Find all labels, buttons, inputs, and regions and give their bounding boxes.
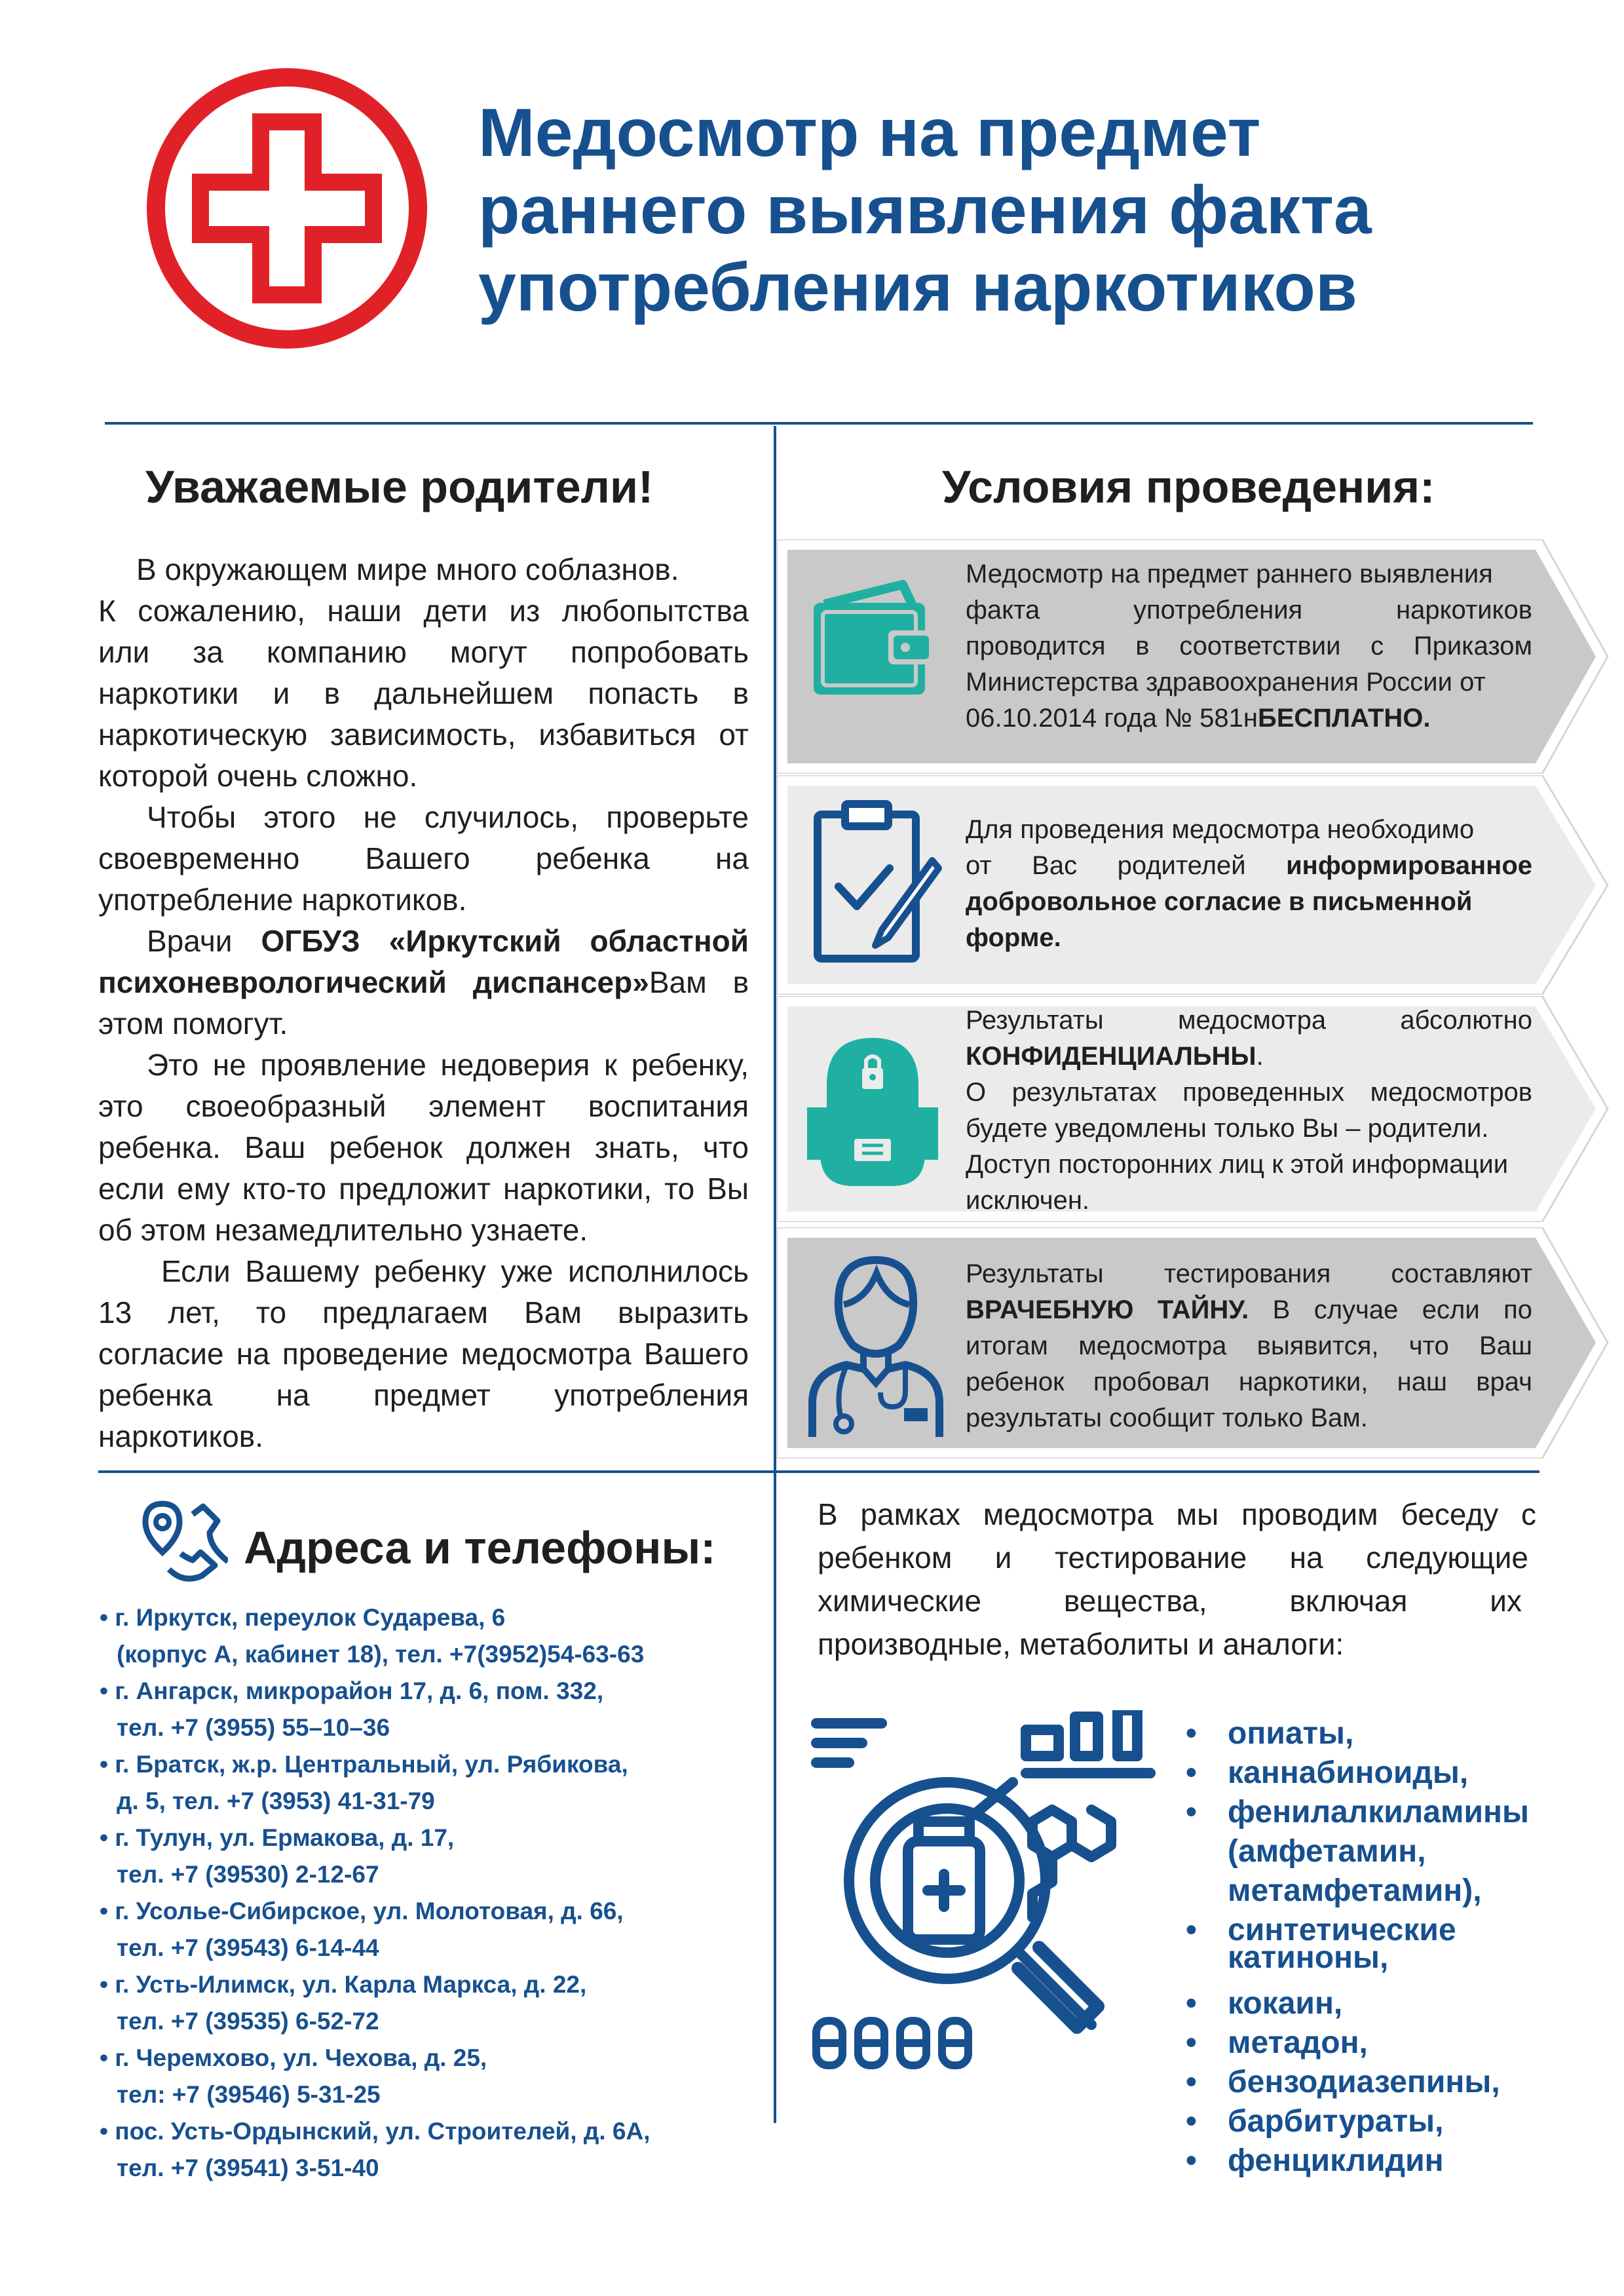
parents-line: ребенка на предмет употребления [98,1378,749,1412]
substance-item: опиаты, [1228,1716,1354,1751]
title-line: Медосмотр на предмет [478,95,1261,171]
intro-line: химические вещества, включая их [818,1584,1522,1618]
condition-card [777,539,1614,774]
address-line: • г. Усть-Илимск, ул. Карла Маркса, д. 22, [100,1971,587,1998]
clipboard-check-icon [804,795,949,972]
condition-line [966,920,1532,956]
medical-secret-label: ВРАЧЕБНУЮ ТАЙНУ. [966,1295,1249,1324]
substance-item: синтетические [1228,1913,1456,1947]
substance-item: фенилалкиламины [1228,1795,1529,1829]
parents-line [147,921,749,962]
address-line: тел: +7 (39546) 5-31-25 [117,2081,381,2108]
substance-item: • [1186,1716,1197,1751]
parents-line: В окружающем мире много соблазнов. [136,552,679,586]
clinic-name: ОГБУЗ «Иркутский областной [261,924,749,958]
substance-item: метадон, [1228,2025,1368,2060]
address-line: тел. +7 (39530) 2-12-67 [117,1861,379,1888]
condition-line: Министерства здравоохранения России от [966,668,1486,697]
condition-line: проводится в соответствии с Приказом [966,632,1532,660]
consent-emphasis: добровольное согласие в письменной [966,887,1473,916]
parents-line: своевременно Вашего ребенка на [98,841,749,875]
text-run: В случае если по [1249,1295,1532,1324]
substance-item: бензодиазепины, [1228,2065,1500,2099]
parents-line: наркотиков. [98,1419,263,1453]
address-line: • г. Иркутск, переулок Сударева, 6 [100,1604,506,1631]
text-run: . [1256,1042,1264,1071]
address-line: • г. Усолье-Сибирское, ул. Молотовая, д. 66, [100,1898,624,1924]
free-label: БЕСПЛАТНО. [1257,704,1431,733]
substance-item: • [1186,2104,1197,2139]
substance-item: • [1186,1913,1197,1947]
middle-divider [98,1470,1539,1473]
clinic-name: психоневрологический диспансер» [98,965,649,999]
lab-analysis-icon [810,1710,1163,2077]
condition-line [966,884,1532,920]
condition-card [777,775,1614,995]
condition-line: Результаты медосмотра абсолютно [966,1006,1532,1035]
condition-text [966,556,1532,753]
parents-heading: Уважаемые родители! [145,461,654,512]
parents-line [98,962,749,1003]
column-divider [774,426,776,2123]
address-line: • г. Ангарск, микрорайон 17, д. 6, пом. 332, [100,1677,604,1704]
parents-line: если ему кто-то предложит наркотики, то Вы [98,1172,749,1206]
parents-line: ребенка. Ваш ребенок должен знать, что [98,1130,749,1164]
address-line: • г. Братск, ж.р. Центральный, ул. Рябикова, [100,1751,628,1778]
substance-item: • [1186,2143,1197,2178]
substance-item: кокаин, [1228,1986,1343,2021]
title-line: употребления наркотиков [478,250,1357,326]
address-line: • г. Тулун, ул. Ермакова, д. 17, [100,1824,455,1851]
text-run: от Вас родителей [966,851,1287,880]
substances-list [1186,1714,1553,2212]
intro-line: производные, метаболиты и аналоги: [818,1627,1344,1661]
confidential-label: КОНФИДЕНЦИАЛЬНЫ [966,1042,1256,1071]
condition-text [966,1256,1532,1446]
substance-item: метамфетамин), [1228,1873,1482,1908]
parents-text [98,0,749,1468]
condition-card [777,1227,1614,1459]
wallet-icon [804,570,942,708]
condition-line: результаты сообщит только Вам. [966,1404,1368,1432]
condition-line: ребенок пробовал наркотики, наш врач [966,1368,1532,1396]
condition-text [966,812,1532,963]
parents-line: Чтобы этого не случилось, проверьте [147,800,749,834]
condition-line: Результаты тестирования составляют [966,1259,1532,1288]
substance-item: катиноны, [1228,1940,1389,1975]
backpack-lock-icon [794,1029,951,1193]
condition-line [966,1292,1532,1328]
substance-item: каннабиноиды, [1228,1755,1469,1790]
parents-line: об этом незамедлительно узнаете. [98,1213,588,1247]
address-line: тел. +7 (39541) 3-51-40 [117,2154,379,2181]
substance-item: • [1186,2065,1197,2099]
conditions-heading: Условия проведения: [942,461,1435,512]
title-line: раннего выявления факта [478,172,1372,248]
condition-line [966,848,1532,884]
parents-line: наркотическую зависимость, избавиться от [98,718,749,752]
parents-line: этом помогут. [98,1006,288,1041]
condition-line: исключен. [966,1186,1090,1215]
address-line: д. 5, тел. +7 (3953) 41-31-79 [117,1788,435,1814]
condition-line: О результатах проведенных медосмотров [966,1078,1532,1107]
substance-item: • [1186,1986,1197,2021]
text-run: Вам в [649,965,749,999]
doctor-icon [801,1247,951,1444]
substance-item: фенциклидин [1228,2143,1444,2178]
intro-line: В рамках медосмотра мы проводим беседу с [818,1497,1536,1531]
substance-item: (амфетамин, [1228,1834,1426,1869]
parents-line: Если Вашему ребенку уже исполнилось [161,1254,749,1288]
parents-line: 13 лет, то предлагаем Вам выразить [98,1295,749,1330]
addresses-heading: Адреса и телефоны: [244,1522,716,1573]
condition-line: Медосмотр на предмет раннего выявления [966,560,1493,588]
parents-line: употребление наркотиков. [98,883,467,917]
consent-emphasis: форме. [966,923,1061,952]
condition-line: итогам медосмотра выявится, что Ваш [966,1331,1532,1360]
condition-line [966,1039,1532,1075]
condition-line: Для проведения медосмотра необходимо [966,815,1475,844]
substance-item: • [1186,1755,1197,1790]
address-line: (корпус А, кабинет 18), тел. +7(3952)54-63-63 [117,1641,645,1668]
substance-item: • [1186,2025,1197,2060]
condition-line: будете уведомлены только Вы – родители. [966,1114,1489,1143]
address-line: • г. Черемхово, ул. Чехова, д. 25, [100,2044,487,2071]
address-line: тел. +7 (39535) 6-52-72 [117,2008,379,2035]
condition-line: факта употребления наркотиков [966,596,1532,624]
address-line: тел. +7 (39543) 6-14-44 [117,1934,379,1961]
intro-line: ребенком и тестирование на следующие [818,1540,1528,1575]
parents-line: это своеобразный элемент воспитания [98,1089,749,1123]
phone-location-icon [131,1497,228,1589]
parents-line: или за компанию могут попробовать [98,635,749,669]
substance-item: барбитураты, [1228,2104,1444,2139]
consent-emphasis: информированное [1286,851,1532,880]
parents-line: согласие на проведение медосмотра Вашего [98,1337,749,1371]
testing-intro [818,1493,1536,1670]
parents-line: которой очень сложно. [98,759,418,793]
address-list [100,1599,755,2208]
parents-line: наркотики и в дальнейшем попасть в [98,676,749,710]
text-run: Врачи [147,924,261,958]
condition-line [966,700,1532,737]
parents-line: К сожалению, наши дети из любопытства [98,594,749,628]
address-line: • пос. Усть-Ордынский, ул. Строителей, д. 6А, [100,2118,651,2145]
condition-text [966,1003,1532,1219]
substance-item: • [1186,1795,1197,1829]
text-run: 06.10.2014 года № 581н [966,704,1258,733]
condition-card [777,996,1614,1222]
parents-line: Это не проявление недоверия к ребенку, [147,1048,749,1082]
condition-line: Доступ посторонних лиц к этой информации [966,1150,1509,1179]
address-line: тел. +7 (3955) 55–10–36 [117,1714,390,1741]
